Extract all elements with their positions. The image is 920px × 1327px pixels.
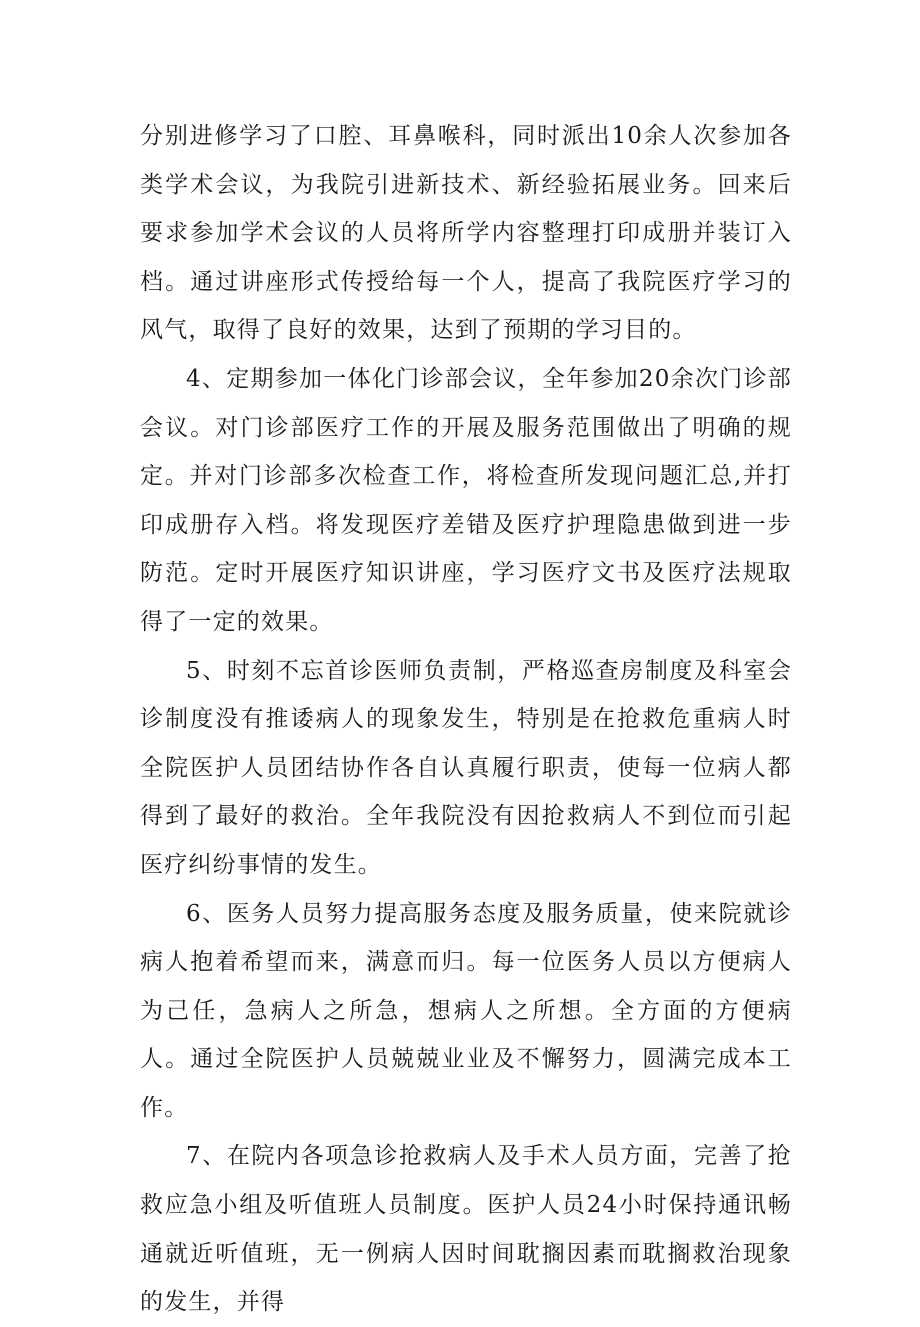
paragraph-item-6: 6、医务人员努力提高服务态度及服务质量，使来院就诊病人抱着希望而来，满意而归。每一位医务人员以方便病人为己任，急病人之所急，想病人之所想。全方面的方便病人。通过全院医护人员兢兢业业及不懈努力，圆满完成本工作。 (140, 900, 792, 1121)
document-body (140, 112, 792, 1327)
paragraph-continuation: 分别进修学习了口腔、耳鼻喉科，同时派出10余人次参加各类学术会议，为我院引进新技术、新经验拓展业务。回来后要求参加学术会议的人员将所学内容整理打印成册并装订入档。通过讲座形式传授给每一个人，提高了我院医疗学习的风气，取得了良好的效果，达到了预期的学习目的。 (140, 123, 792, 344)
paragraph-item-4: 4、定期参加一体化门诊部会议，全年参加20余次门诊部会议。对门诊部医疗工作的开展及服务范围做出了明确的规定。并对门诊部多次检查工作，将检查所发现问题汇总,并打印成册存入档。将发现医疗差错及医疗护理隐患做到进一步防范。定时开展医疗知识讲座，学习医疗文书及医疗法规取得了一定的效果。 (140, 365, 792, 635)
paragraph-item-7: 7、在院内各项急诊抢救病人及手术人员方面，完善了抢救应急小组及听值班人员制度。医护人员24小时保持通讯畅通就近听值班，无一例病人因时间耽搁因素而耽搁救治现象的发生，并得 (140, 1143, 792, 1316)
paragraph-item-5: 5、时刻不忘首诊医师负责制，严格巡查房制度及科室会诊制度没有推诿病人的现象发生，特别是在抢救危重病人时全院医护人员团结协作各自认真履行职责，使每一位病人都得到了最好的救治。全年我院没有因抢救病人不到位而引起医疗纠纷事情的发生。 (140, 657, 792, 878)
